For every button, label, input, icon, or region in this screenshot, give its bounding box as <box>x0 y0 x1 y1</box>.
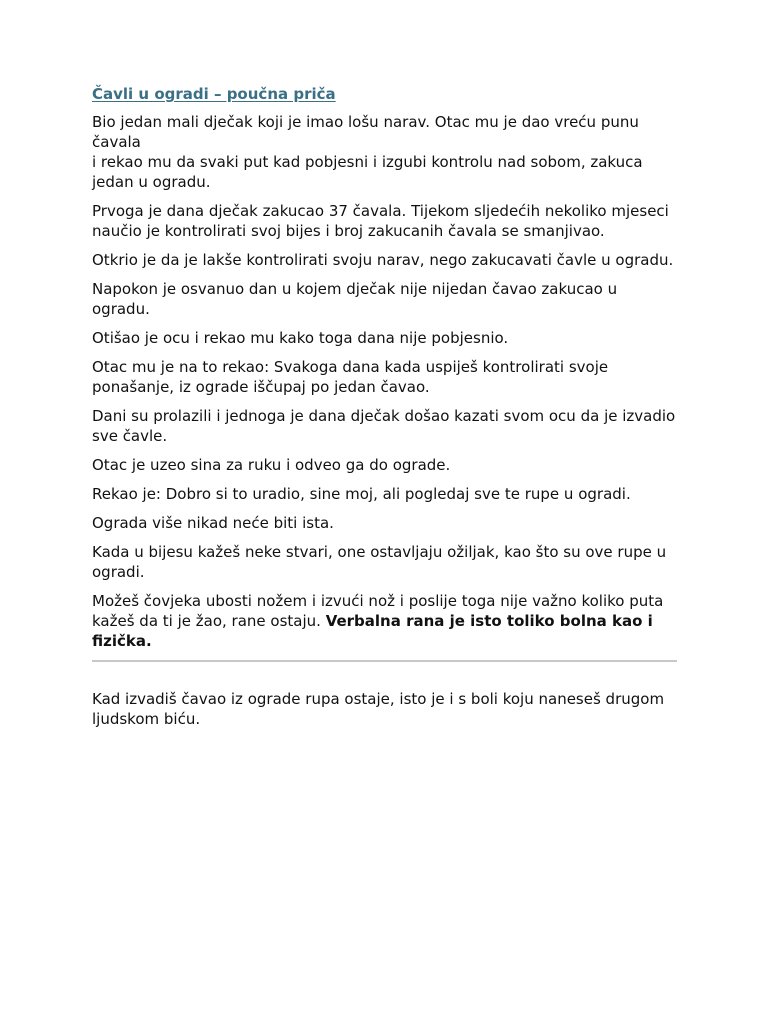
paragraph-2: Prvoga je dana dječak zakucao 37 čavala. Tijekom sljedećih nekoliko mjeseci naučio je kontrolirati svoj bijes i broj zakucanih čavala se smanjivao. <box>92 202 669 240</box>
paragraph-4: Napokon je osvanuo dan u kojem dječak nije nijedan čavao zakucao u ogradu. <box>92 280 618 318</box>
paragraph-11: Kada u bijesu kažeš neke stvari, one ostavljaju ožiljak, kao što su ove rupe u ogradi. <box>92 543 667 581</box>
paragraph-3: Otkrio je da je lakše kontrolirati svoju narav, nego zakucavati čavle u ogradu. <box>92 251 674 269</box>
paragraph-5: Otišao je ocu i rekao mu kako toga dana nije pobjesnio. <box>92 329 509 347</box>
horizontal-divider <box>92 660 677 662</box>
paragraph-9: Rekao je: Dobro si to uradio, sine moj, ali pogledaj sve te rupe u ogradi. <box>92 485 631 503</box>
paragraph-6: Otac mu je na to rekao: Svakoga dana kada uspiješ kontrolirati svoje ponašanje, iz ograde iščupaj po jedan čavao. <box>92 358 609 396</box>
paragraph-10: Ograda više nikad neće biti ista. <box>92 514 334 532</box>
paragraph-1-line-1: Bio jedan mali dječak koji je imao lošu narav. Otac mu je dao vreću punu čavala <box>92 113 639 151</box>
paragraph-7: Dani su prolazili i jednoga je dana dječak došao kazati svom ocu da je izvadio sve čavle. <box>92 407 676 445</box>
paragraph-12 <box>92 591 678 651</box>
paragraph-12-bold-text: Verbalna rana je isto toliko bolna kao i fizička. <box>92 612 653 650</box>
paragraph-13: Kad izvadiš čavao iz ograde rupa ostaje, isto je i s boli koju naneseš drugom ljudskom biću. <box>92 690 665 728</box>
document-title: Čavli u ogradi – poučna priča <box>92 85 336 103</box>
paragraph-1 <box>92 112 678 192</box>
paragraph-12-text: Možeš čovjeka ubosti nožem i izvući nož i poslije toga nije važno koliko puta kažeš da ti je žao, rane ostaju. <box>92 592 664 630</box>
paragraph-8: Otac je uzeo sina za ruku i odveo ga do ograde. <box>92 456 451 474</box>
paragraph-1-line-2: i rekao mu da svaki put kad pobjesni i izgubi kontrolu nad sobom, zakuca jedan u ogradu. <box>92 153 643 191</box>
